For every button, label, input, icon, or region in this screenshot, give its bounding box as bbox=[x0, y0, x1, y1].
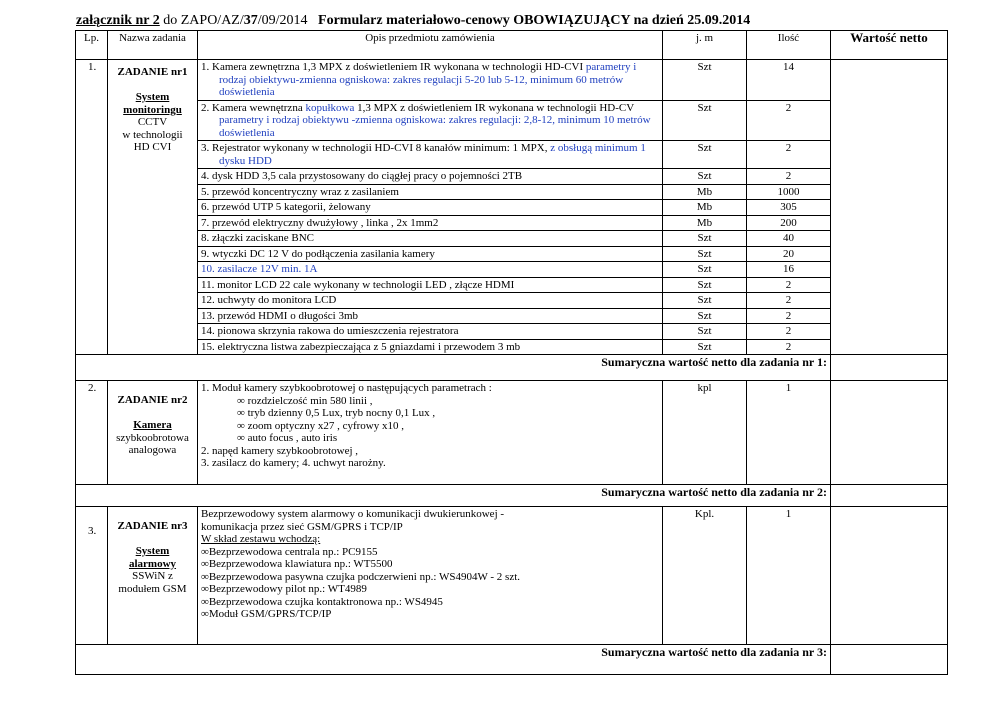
task3-sum-label: Sumaryczna wartość netto dla zadania nr 3: bbox=[76, 645, 831, 675]
task2-sum-row bbox=[76, 485, 948, 507]
task1-sum-value bbox=[831, 355, 948, 381]
table-row: 11. monitor LCD 22 cale wykonany w technologii LED , złącze HDMI Szt 2 bbox=[76, 277, 948, 293]
task2-sum-label: Sumaryczna wartość netto dla zadania nr 2: bbox=[76, 485, 831, 507]
task3-desc: Bezprzewodowy system alarmowy o komunikacji dwukierunkowej - komunikacja przez sieć GSM/GPRS i TCP/IP W skład zestawu wchodzą: ∞Bezprzewodowa centrala np.: PC9155 ∞Bezprzewodowa klawiatura np.: WT5500 ∞Bezprzewodowa pasywna czujka podczerwieni np.: WS4904W - 2 szt. ∞Bezprzewodowy pilot np.: WT4989 ∞Bezprzewodowa czujka kontaktronowa np.: WS4945 ∞Moduł GSM/GPRS/TCP/IP bbox=[198, 507, 663, 645]
table-row: 6. przewód UTP 5 kategorii, żelowany Mb 305 bbox=[76, 200, 948, 216]
task2-value-cell bbox=[831, 381, 948, 485]
task2-sum-value bbox=[831, 485, 948, 507]
attachment-label: załącznik nr 2 bbox=[76, 13, 160, 28]
task1-sum-label: Sumaryczna wartość netto dla zadania nr 1: bbox=[76, 355, 831, 381]
task2-row: 2. ZADANIE nr2 Kamera szybkoobrotowa analogowa 1. Moduł kamery szybkoobrotowej o następujących parametrach : ∞ rozdzielczość min 580 linii , ∞ tryb dzienny 0,5 Lux, tryb nocny 0,1 Lux , ∞ zoom optyczny x27 , cyfrowy x10 , ∞ auto focus , auto iris 2. napęd kamery szybkoobrotowej , 3. zasilacz do kamery; 4. uchwyt narożny. kpl 1 bbox=[76, 381, 948, 485]
form-title: Formularz materiałowo-cenowy OBOWIĄZUJĄCY na dzień 25.09.2014 bbox=[318, 13, 751, 28]
task1-item3-row: 3. Rejestrator wykonany w technologii HD-CVI 8 kanałów minimum: 1 MPX, z obsługą minimum 1 dysku HDD Szt 2 bbox=[76, 141, 948, 169]
table-row: 5. przewód koncentryczny wraz z zasilaniem Mb 1000 bbox=[76, 184, 948, 200]
task3-row: 3. ZADANIE nr3 System alarmowy SSWiN z modułem GSM Bezprzewodowy system alarmowy o komunikacji dwukierunkowej - komunikacja przez sieć GSM/GPRS i TCP/IP W skład zestawu wchodzą: ∞Bezprzewodowa centrala np.: PC9155 ∞Bezprzewodowa klawiatura np.: WT5500 ∞Bezprzewodowa pasywna czujka podczerwieni np.: WS4904W - 2 szt. ∞Bezprzewodowy pilot np.: WT4989 ∞Bezprzewodowa czujka kontaktronowa np.: WS4945 ∞Moduł GSM/GPRS/TCP/IP Kpl. 1 bbox=[76, 507, 948, 645]
document-title: załącznik nr 2 do ZAPO/AZ/37/09/2014 Formularz materiałowo-cenowy OBOWIĄZUJĄCY na dzień 25.09.2014 bbox=[76, 13, 751, 28]
task3-lp: 3. bbox=[76, 507, 108, 645]
table-row: 15. elektryczna listwa zabezpieczająca z 5 gniazdami i przewodem 3 mb Szt 2 bbox=[76, 339, 948, 355]
task2-name-cell: ZADANIE nr2 Kamera szybkoobrotowa analogowa bbox=[108, 381, 198, 485]
header-row bbox=[76, 31, 948, 60]
task3-name: ZADANIE nr3 bbox=[117, 520, 188, 532]
header-wartosc: Wartość netto bbox=[831, 31, 948, 60]
table-row: 9. wtyczki DC 12 V do podłączenia zasilania kamery Szt 20 bbox=[76, 246, 948, 262]
table-row: 14. pionowa skrzynia rakowa do umieszczenia rejestratora Szt 2 bbox=[76, 324, 948, 340]
task2-desc: 1. Moduł kamery szybkoobrotowej o następujących parametrach : ∞ rozdzielczość min 580 linii , ∞ tryb dzienny 0,5 Lux, tryb nocny 0,1 Lux , ∞ zoom optyczny x27 , cyfrowy x10 , ∞ auto focus , auto iris 2. napęd kamery szybkoobrotowej , 3. zasilacz do kamery; 4. uchwyt narożny. bbox=[198, 381, 663, 485]
header-lp: Lp. bbox=[76, 31, 108, 60]
task1-item1-row: 1. ZADANIE nr1 System monitoringu CCTV w technologii HD CVI 1. Kamera zewnętrzna 1,3 MPX z doświetleniem IR wykonana w technologii HD-CVI parametry i rodzaj obiektywu-zmienna ogniskowa: zakres regulacji 5-20 lub 5-12, minimum 60 metrów doświetlenia Szt 14 bbox=[76, 60, 948, 101]
header-opis: Opis przedmiotu zamówienia bbox=[198, 31, 663, 60]
table-row: 12. uchwyty do monitora LCD Szt 2 bbox=[76, 293, 948, 309]
task2-name: ZADANIE nr2 bbox=[117, 394, 188, 406]
task3-sum-value bbox=[831, 645, 948, 675]
pricing-form-table bbox=[75, 30, 948, 675]
header-jm: j. m bbox=[663, 31, 747, 60]
task1-item2-row: 2. Kamera wewnętrzna kopułkowa 1,3 MPX z doświetleniem IR wykonana w technologii HD-CV parametry i rodzaj obiektywu -zmienna ogniskowa: zakres regulacji: 2,8-12, minimum 10 metrów doświetlenia Szt 2 bbox=[76, 100, 948, 141]
task3-name-cell: ZADANIE nr3 System alarmowy SSWiN z modułem GSM bbox=[108, 507, 198, 645]
table-row: 10. zasilacze 12V min. 1A Szt 16 bbox=[76, 262, 948, 278]
task1-item3-desc: 3. Rejestrator wykonany w technologii HD-CVI 8 kanałów minimum: 1 MPX, z obsługą minimum 1 dysku HDD bbox=[198, 141, 663, 169]
table-row: 7. przewód elektryczny dwużyłowy , linka , 2x 1mm2 Mb 200 bbox=[76, 215, 948, 231]
header-ilosc: Ilość bbox=[747, 31, 831, 60]
table-row: 8. złączki zaciskane BNC Szt 40 bbox=[76, 231, 948, 247]
table-row: 13. przewód HDMI o długości 3mb Szt 2 bbox=[76, 308, 948, 324]
table-row: 4. dysk HDD 3,5 cala przystosowany do ciągłej pracy o pojemności 2TB Szt 2 bbox=[76, 169, 948, 185]
task1-item2-desc: 2. Kamera wewnętrzna kopułkowa 1,3 MPX z doświetleniem IR wykonana w technologii HD-CV parametry i rodzaj obiektywu -zmienna ogniskowa: zakres regulacji: 2,8-12, minimum 10 metrów doświetlenia bbox=[198, 100, 663, 141]
header-nazwa: Nazwa zadania bbox=[108, 31, 198, 60]
task3-sum-row bbox=[76, 645, 948, 675]
task1-name: ZADANIE nr1 bbox=[117, 66, 188, 78]
task1-lp: 1. bbox=[76, 60, 108, 355]
task2-lp: 2. bbox=[76, 381, 108, 485]
task1-name-cell: ZADANIE nr1 System monitoringu CCTV w technologii HD CVI bbox=[108, 60, 198, 355]
task1-sum-row bbox=[76, 355, 948, 381]
task3-value-cell bbox=[831, 507, 948, 645]
task1-value-cell bbox=[831, 60, 948, 355]
task1-item1-desc: 1. Kamera zewnętrzna 1,3 MPX z doświetleniem IR wykonana w technologii HD-CVI parametry i rodzaj obiektywu-zmienna ogniskowa: zakres regulacji 5-20 lub 5-12, minimum 60 metrów doświetlenia bbox=[198, 60, 663, 101]
